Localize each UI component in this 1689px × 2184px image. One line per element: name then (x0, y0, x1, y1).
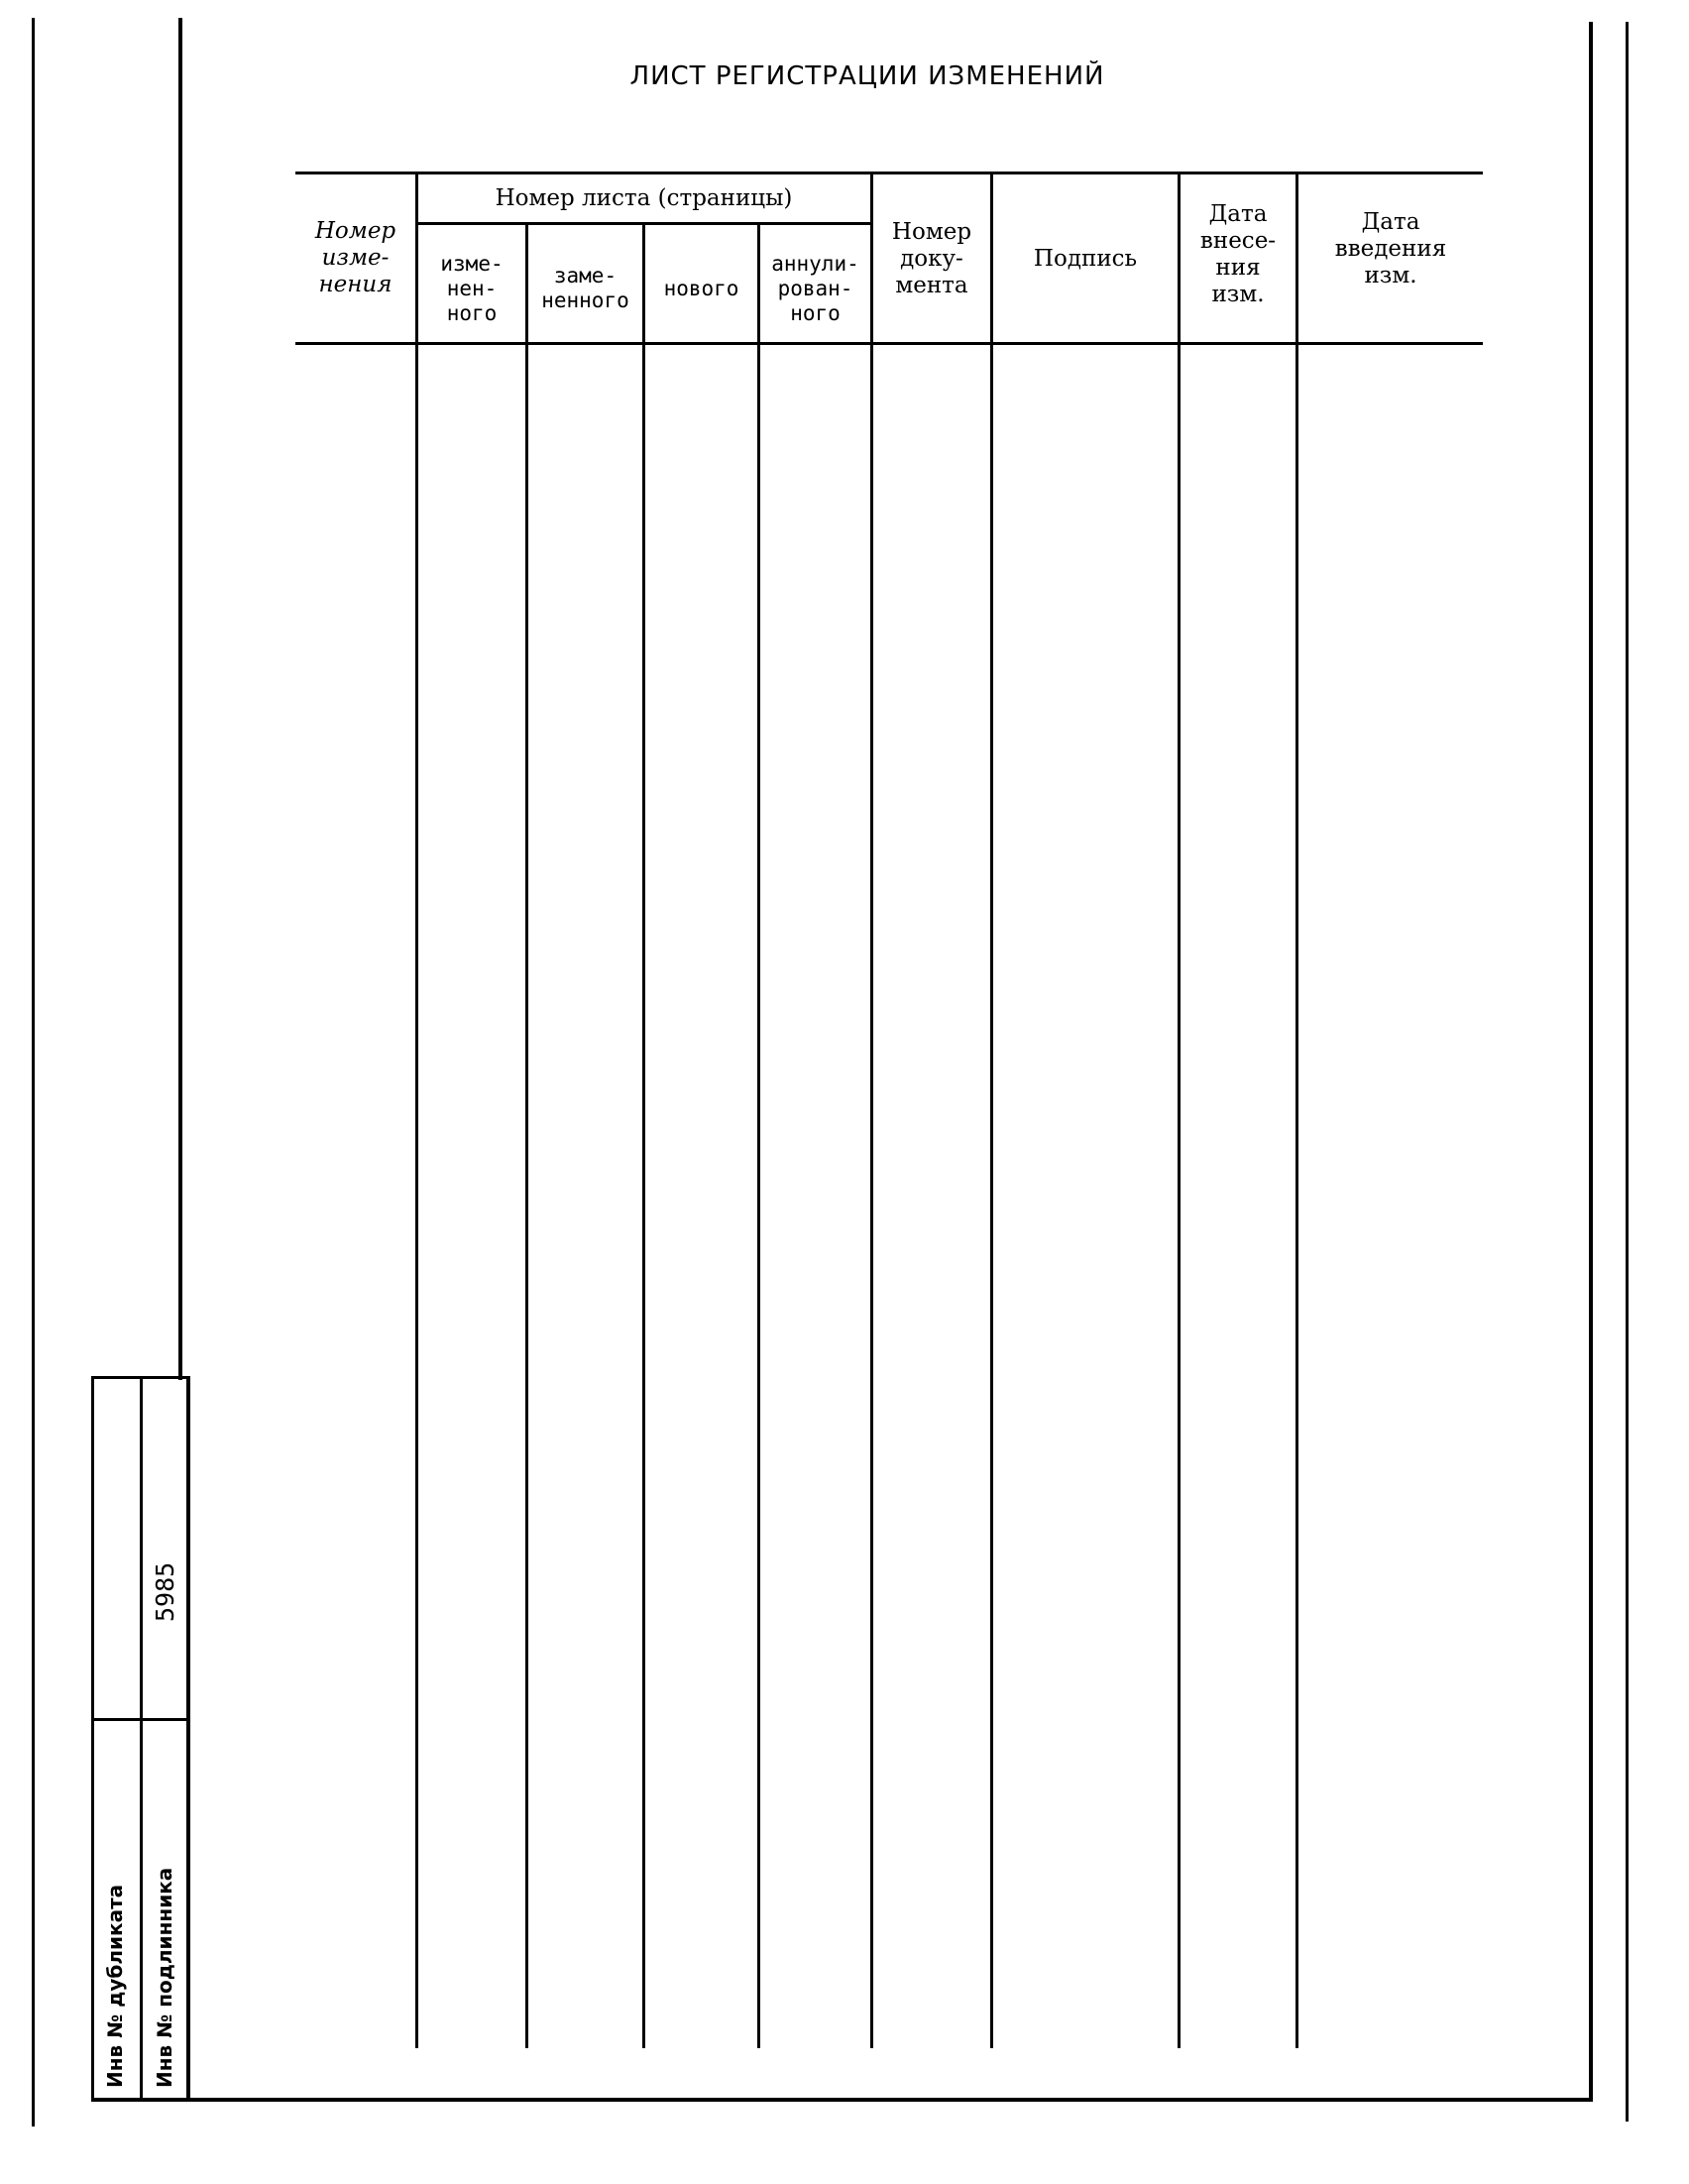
column-header-signature: Подпись (1033, 245, 1138, 272)
column-header-replaced-sheet: заме- ненного (541, 264, 629, 312)
page-title: ЛИСТ РЕГИСТРАЦИИ ИЗМЕНЕНИЙ (629, 61, 1105, 91)
column-header-changed-sheet: изме- нен- ного (440, 251, 504, 325)
column-header-date-entered: Дата внесе- ния изм. (1199, 201, 1277, 307)
column-divider (525, 224, 528, 2048)
column-header-date-effective: Дата введения изм. (1334, 208, 1447, 288)
column-divider (415, 174, 418, 2048)
original-inventory-value: 5985 (151, 1561, 179, 1622)
column-divider (870, 174, 873, 2048)
column-divider (1295, 174, 1298, 2048)
duplicate-inventory-label: Инв № дубликата (103, 1884, 127, 2088)
column-divider (1178, 174, 1181, 2048)
frame-right-line (1589, 22, 1593, 2102)
page-right-edge-line (1626, 22, 1629, 2122)
stamp-inner-line (140, 1376, 143, 2100)
frame-left-line (186, 1376, 190, 2102)
sheet-number-group-header: Номер листа (страницы) (495, 184, 793, 211)
column-divider (990, 174, 993, 2048)
left-margin-line (32, 18, 35, 2127)
stamp-outer-line (91, 1376, 94, 2100)
column-header-new-sheet: нового (663, 276, 739, 300)
column-header-document-number: Номер доку- мента (891, 218, 972, 298)
frame-bottom-line (91, 2098, 1591, 2102)
column-header-change-number: Номер изме- нения (314, 217, 396, 297)
column-divider (757, 224, 760, 2048)
binding-margin-line (178, 18, 182, 1380)
column-divider (642, 224, 645, 2048)
column-header-cancelled-sheet: аннули- рован- ного (771, 251, 859, 325)
original-inventory-label: Инв № подлинника (153, 1867, 176, 2088)
